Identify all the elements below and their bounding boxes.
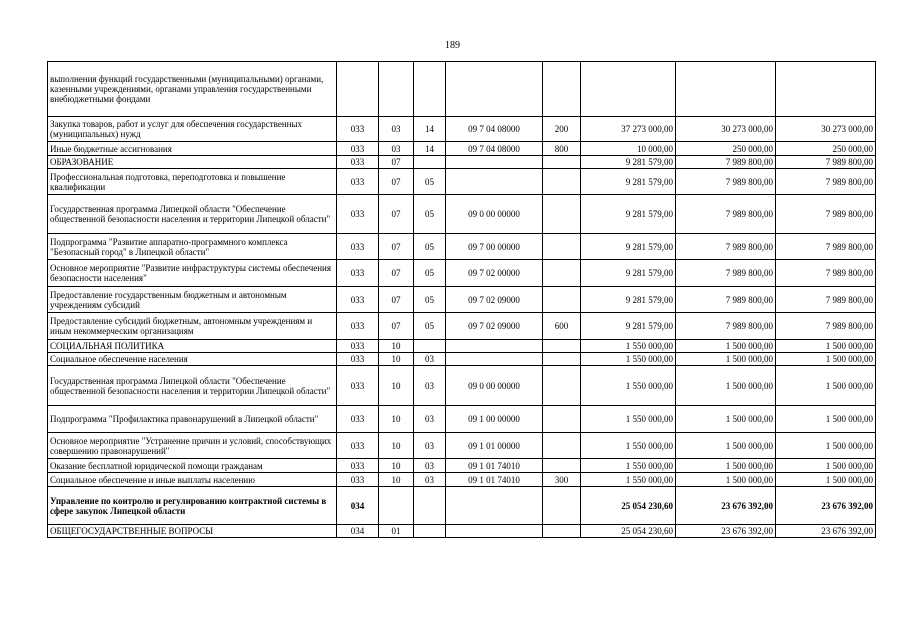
row-name: выполнения функций государственными (муниципальными) органами, казенными учреждениями, органами управления государственными внебюджетными фондами [48, 62, 337, 117]
row-name: Государственная программа Липецкой области "Обеспечение общественной безопасности населения и территории Липецкой области" [48, 195, 337, 234]
cell-target-article [446, 487, 543, 525]
cell-sum-year-1: 1 550 000,00 [581, 473, 676, 487]
cell-sum-year-2: 1 500 000,00 [676, 340, 776, 353]
cell-ved: 033 [337, 340, 379, 353]
cell-sum-year-3: 1 500 000,00 [776, 433, 876, 459]
cell-sum-year-1 [581, 62, 676, 117]
cell-sum-year-2 [676, 62, 776, 117]
cell-target-article: 09 0 00 00000 [446, 366, 543, 406]
cell-podrazdel: 03 [414, 366, 446, 406]
row-name: Предоставление государственным бюджетным и автономным учреждениям субсидий [48, 287, 337, 313]
row-name: Социальное обеспечение и иные выплаты населению [48, 473, 337, 487]
table-row [48, 353, 876, 366]
budget-table [47, 61, 876, 538]
cell-podrazdel [414, 340, 446, 353]
row-name: Подпрограмма "Профилактика правонарушений в Липецкой области" [48, 406, 337, 433]
cell-expense-type [543, 287, 581, 313]
cell-ved: 033 [337, 313, 379, 340]
cell-sum-year-1: 25 054 230,60 [581, 487, 676, 525]
cell-sum-year-1: 9 281 579,00 [581, 313, 676, 340]
cell-expense-type [543, 525, 581, 538]
cell-sum-year-2: 1 500 000,00 [676, 473, 776, 487]
cell-podrazdel: 05 [414, 195, 446, 234]
cell-sum-year-1: 9 281 579,00 [581, 287, 676, 313]
cell-sum-year-3: 23 676 392,00 [776, 525, 876, 538]
cell-sum-year-3: 7 989 800,00 [776, 234, 876, 260]
cell-expense-type: 300 [543, 473, 581, 487]
row-name: СОЦИАЛЬНАЯ ПОЛИТИКА [48, 340, 337, 353]
cell-razdel: 07 [379, 313, 414, 340]
cell-expense-type [543, 169, 581, 195]
cell-podrazdel [414, 156, 446, 169]
cell-target-article [446, 340, 543, 353]
row-name: Подпрограмма "Развитие аппаратно-программного комплекса "Безопасный город" в Липецкой области" [48, 234, 337, 260]
cell-ved: 033 [337, 117, 379, 142]
cell-sum-year-1: 1 550 000,00 [581, 459, 676, 473]
cell-target-article [446, 62, 543, 117]
row-name: ОБЩЕГОСУДАРСТВЕННЫЕ ВОПРОСЫ [48, 525, 337, 538]
cell-expense-type [543, 156, 581, 169]
cell-razdel: 10 [379, 433, 414, 459]
cell-sum-year-1: 9 281 579,00 [581, 156, 676, 169]
row-name: Предоставление субсидий бюджетным, автономным учреждениям и иным некоммерческим организациям [48, 313, 337, 340]
cell-target-article [446, 156, 543, 169]
table-row [48, 433, 876, 459]
row-name: Социальное обеспечение населения [48, 353, 337, 366]
cell-razdel: 03 [379, 117, 414, 142]
cell-sum-year-2: 1 500 000,00 [676, 353, 776, 366]
cell-podrazdel [414, 525, 446, 538]
table-row [48, 340, 876, 353]
cell-sum-year-1: 9 281 579,00 [581, 260, 676, 287]
cell-target-article [446, 525, 543, 538]
row-name: ОБРАЗОВАНИЕ [48, 156, 337, 169]
cell-sum-year-2: 23 676 392,00 [676, 487, 776, 525]
cell-sum-year-3: 7 989 800,00 [776, 156, 876, 169]
cell-ved: 033 [337, 156, 379, 169]
row-name: Оказание бесплатной юридической помощи гражданам [48, 459, 337, 473]
cell-expense-type [543, 340, 581, 353]
cell-ved: 033 [337, 433, 379, 459]
cell-expense-type: 800 [543, 142, 581, 156]
row-name: Профессиональная подготовка, переподготовка и повышение квалификации [48, 169, 337, 195]
cell-ved: 034 [337, 487, 379, 525]
cell-razdel: 10 [379, 459, 414, 473]
cell-podrazdel: 14 [414, 117, 446, 142]
cell-sum-year-2: 23 676 392,00 [676, 525, 776, 538]
cell-ved [337, 62, 379, 117]
table-row [48, 366, 876, 406]
table-row [48, 473, 876, 487]
cell-target-article: 09 7 00 00000 [446, 234, 543, 260]
cell-sum-year-3 [776, 62, 876, 117]
cell-sum-year-3: 7 989 800,00 [776, 260, 876, 287]
cell-target-article: 09 7 02 09000 [446, 287, 543, 313]
cell-sum-year-3: 1 500 000,00 [776, 459, 876, 473]
page-number: 189 [445, 40, 460, 51]
cell-target-article: 09 7 04 08000 [446, 142, 543, 156]
cell-sum-year-1: 9 281 579,00 [581, 234, 676, 260]
table-row [48, 117, 876, 142]
cell-target-article: 09 7 02 00000 [446, 260, 543, 287]
cell-sum-year-1: 10 000,00 [581, 142, 676, 156]
cell-razdel: 07 [379, 195, 414, 234]
cell-podrazdel: 03 [414, 473, 446, 487]
cell-expense-type [543, 406, 581, 433]
table-row [48, 195, 876, 234]
cell-sum-year-3: 7 989 800,00 [776, 313, 876, 340]
cell-sum-year-3: 7 989 800,00 [776, 287, 876, 313]
cell-expense-type [543, 487, 581, 525]
cell-sum-year-2: 7 989 800,00 [676, 169, 776, 195]
cell-target-article: 09 1 01 00000 [446, 433, 543, 459]
cell-sum-year-1: 1 550 000,00 [581, 353, 676, 366]
cell-sum-year-3: 1 500 000,00 [776, 340, 876, 353]
cell-expense-type [543, 353, 581, 366]
cell-target-article: 09 7 04 08000 [446, 117, 543, 142]
table-row [48, 459, 876, 473]
table-row [48, 234, 876, 260]
cell-sum-year-2: 250 000,00 [676, 142, 776, 156]
cell-razdel: 10 [379, 353, 414, 366]
cell-ved: 033 [337, 234, 379, 260]
table-row [48, 406, 876, 433]
cell-sum-year-2: 1 500 000,00 [676, 433, 776, 459]
cell-ved: 033 [337, 142, 379, 156]
row-name: Управление по контролю и регулированию контрактной системы в сфере закупок Липецкой области [48, 487, 337, 525]
table-row [48, 156, 876, 169]
cell-razdel: 01 [379, 525, 414, 538]
cell-expense-type [543, 195, 581, 234]
cell-expense-type [543, 62, 581, 117]
cell-target-article: 09 1 01 74010 [446, 459, 543, 473]
cell-razdel: 10 [379, 473, 414, 487]
table-row [48, 142, 876, 156]
cell-expense-type: 200 [543, 117, 581, 142]
cell-ved: 033 [337, 459, 379, 473]
cell-sum-year-2: 1 500 000,00 [676, 459, 776, 473]
cell-ved: 033 [337, 353, 379, 366]
cell-razdel [379, 487, 414, 525]
cell-razdel: 07 [379, 234, 414, 260]
cell-razdel: 10 [379, 340, 414, 353]
cell-sum-year-1: 37 273 000,00 [581, 117, 676, 142]
cell-ved: 033 [337, 366, 379, 406]
table-row [48, 62, 876, 117]
cell-expense-type [543, 366, 581, 406]
cell-razdel: 03 [379, 142, 414, 156]
cell-ved: 033 [337, 473, 379, 487]
cell-sum-year-1: 1 550 000,00 [581, 366, 676, 406]
cell-sum-year-1: 1 550 000,00 [581, 340, 676, 353]
cell-ved: 033 [337, 195, 379, 234]
cell-expense-type [543, 260, 581, 287]
cell-sum-year-1: 1 550 000,00 [581, 406, 676, 433]
cell-sum-year-2: 7 989 800,00 [676, 195, 776, 234]
cell-razdel: 07 [379, 287, 414, 313]
table-row [48, 260, 876, 287]
cell-sum-year-2: 7 989 800,00 [676, 156, 776, 169]
row-name: Основное мероприятие "Развитие инфраструктуры системы обеспечения безопасности населения" [48, 260, 337, 287]
cell-sum-year-3: 23 676 392,00 [776, 487, 876, 525]
cell-podrazdel: 05 [414, 234, 446, 260]
cell-ved: 033 [337, 406, 379, 433]
cell-razdel [379, 62, 414, 117]
row-name: Закупка товаров, работ и услуг для обеспечения государственных (муниципальных) нужд [48, 117, 337, 142]
cell-sum-year-2: 7 989 800,00 [676, 287, 776, 313]
table-row [48, 525, 876, 538]
cell-sum-year-2: 1 500 000,00 [676, 406, 776, 433]
cell-sum-year-3: 250 000,00 [776, 142, 876, 156]
cell-ved: 033 [337, 169, 379, 195]
cell-sum-year-3: 30 273 000,00 [776, 117, 876, 142]
cell-sum-year-1: 1 550 000,00 [581, 433, 676, 459]
cell-sum-year-1: 9 281 579,00 [581, 195, 676, 234]
cell-podrazdel: 03 [414, 459, 446, 473]
cell-podrazdel: 03 [414, 353, 446, 366]
cell-sum-year-2: 30 273 000,00 [676, 117, 776, 142]
cell-sum-year-1: 25 054 230,60 [581, 525, 676, 538]
cell-sum-year-3: 1 500 000,00 [776, 473, 876, 487]
cell-target-article: 09 1 00 00000 [446, 406, 543, 433]
cell-razdel: 07 [379, 156, 414, 169]
row-name: Иные бюджетные ассигнования [48, 142, 337, 156]
table-row [48, 313, 876, 340]
cell-expense-type [543, 234, 581, 260]
cell-podrazdel: 14 [414, 142, 446, 156]
cell-target-article: 09 0 00 00000 [446, 195, 543, 234]
cell-sum-year-3: 1 500 000,00 [776, 353, 876, 366]
cell-podrazdel: 05 [414, 313, 446, 340]
cell-sum-year-3: 7 989 800,00 [776, 195, 876, 234]
cell-ved: 034 [337, 525, 379, 538]
table-row [48, 487, 876, 525]
cell-target-article [446, 353, 543, 366]
cell-expense-type [543, 459, 581, 473]
cell-razdel: 07 [379, 169, 414, 195]
cell-podrazdel: 05 [414, 169, 446, 195]
cell-sum-year-2: 7 989 800,00 [676, 234, 776, 260]
table-row [48, 287, 876, 313]
cell-podrazdel: 05 [414, 287, 446, 313]
cell-ved: 033 [337, 287, 379, 313]
cell-sum-year-3: 7 989 800,00 [776, 169, 876, 195]
cell-podrazdel [414, 62, 446, 117]
cell-target-article: 09 1 01 74010 [446, 473, 543, 487]
cell-ved: 033 [337, 260, 379, 287]
cell-sum-year-1: 9 281 579,00 [581, 169, 676, 195]
row-name: Основное мероприятие "Устранение причин и условий, способствующих совершению правонарушений" [48, 433, 337, 459]
cell-podrazdel: 05 [414, 260, 446, 287]
table-row [48, 169, 876, 195]
cell-sum-year-3: 1 500 000,00 [776, 406, 876, 433]
cell-razdel: 10 [379, 406, 414, 433]
cell-razdel: 07 [379, 260, 414, 287]
cell-expense-type: 600 [543, 313, 581, 340]
cell-target-article [446, 169, 543, 195]
cell-razdel: 10 [379, 366, 414, 406]
cell-expense-type [543, 433, 581, 459]
cell-sum-year-2: 1 500 000,00 [676, 366, 776, 406]
cell-sum-year-3: 1 500 000,00 [776, 366, 876, 406]
cell-sum-year-2: 7 989 800,00 [676, 260, 776, 287]
cell-podrazdel: 03 [414, 433, 446, 459]
cell-podrazdel [414, 487, 446, 525]
row-name: Государственная программа Липецкой области "Обеспечение общественной безопасности населения и территории Липецкой области" [48, 366, 337, 406]
cell-sum-year-2: 7 989 800,00 [676, 313, 776, 340]
cell-podrazdel: 03 [414, 406, 446, 433]
cell-target-article: 09 7 02 09000 [446, 313, 543, 340]
